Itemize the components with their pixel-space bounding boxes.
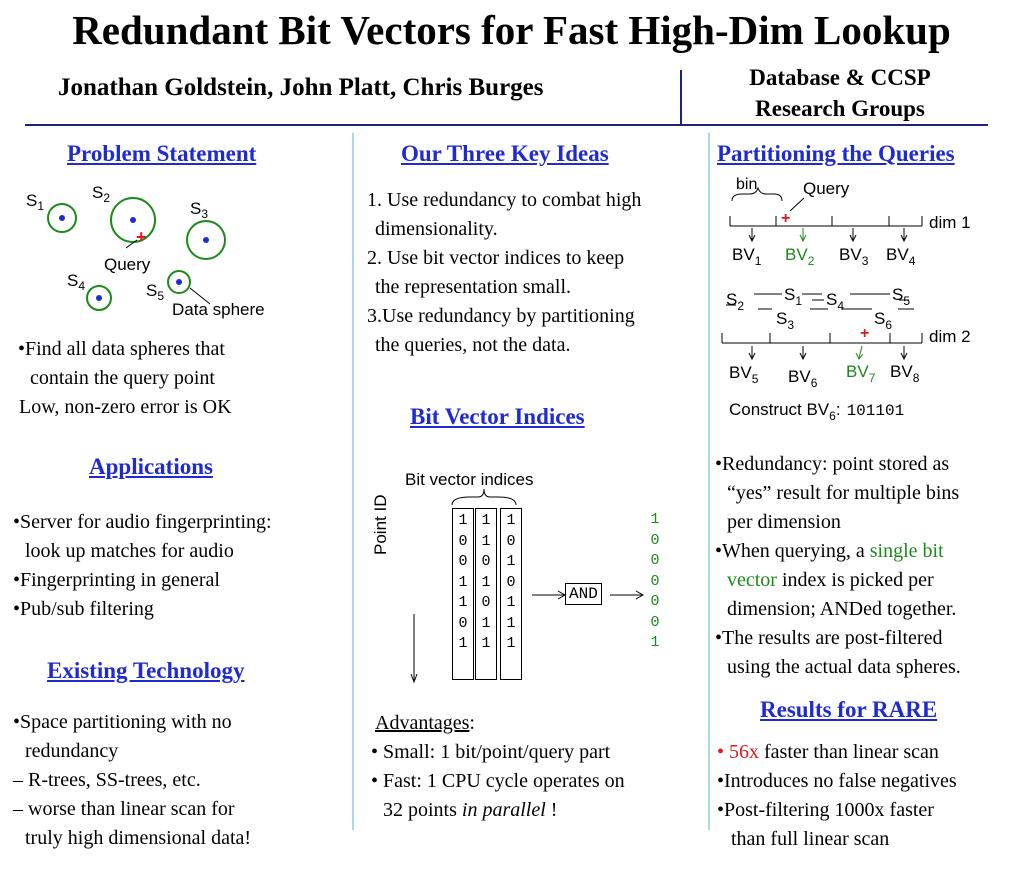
- point-id-arrow: [405, 612, 425, 684]
- results-line-1: • 56x faster than linear scan: [717, 741, 939, 763]
- s4-label: $S_4$: [826, 290, 845, 313]
- existing-line-2: redundancy: [25, 740, 119, 762]
- bit-vector-column-1: 1 0 0 1 1 0 1: [452, 508, 474, 680]
- bv1-label: $BV_1$: [732, 245, 762, 268]
- s6-label: $S_6$: [874, 309, 893, 332]
- partition-bullet-3a: •The results are post-filtered: [715, 627, 943, 649]
- point-s5: [176, 279, 182, 285]
- partition-bullet-2a: •When querying, a single bit: [715, 540, 944, 562]
- s1-label: $S_1$: [784, 285, 803, 308]
- label-s3: $S_3$: [190, 199, 209, 221]
- header-divider: [680, 70, 682, 125]
- s3-label: $S_3$: [776, 309, 795, 332]
- bv2-label: $BV_2$: [785, 245, 815, 268]
- point-id-label: [371, 495, 391, 555]
- bit-vector-heading: Bit Vector Indices: [410, 404, 585, 429]
- and-result-column: 1 0 0 0 0 0 1: [650, 511, 660, 651]
- bit-vector-column-2: 1 1 0 1 0 1 1: [475, 508, 497, 680]
- query-label: Query: [803, 179, 850, 198]
- applications-line-2: look up matches for audio: [25, 540, 234, 562]
- bit-vector-brace: [440, 487, 530, 507]
- dim1-label: dim 1: [929, 213, 971, 232]
- column-separator-2: [708, 133, 710, 830]
- column-separator-1: [352, 133, 354, 830]
- existing-line-4: – worse than linear scan for: [13, 798, 235, 820]
- problem-bullet-line-1: •Find all data spheres that: [18, 338, 225, 360]
- advantage-line-1: • Small: 1 bit/point/query part: [371, 741, 611, 763]
- idea-line-2: dimensionality.: [375, 218, 498, 240]
- problem-bullet-line-2: contain the query point: [30, 367, 215, 389]
- partition-bullet-2b: vector index is picked per: [727, 569, 934, 591]
- poster-title: Redundant Bit Vectors for Fast High-Dim Lookup: [72, 7, 951, 53]
- point-s1: [59, 215, 65, 221]
- advantage-line-2: • Fast: 1 CPU cycle operates on: [371, 770, 625, 792]
- existing-line-5: truly high dimensional data!: [25, 827, 252, 849]
- idea-line-1: 1. Use redundancy to combat high: [367, 189, 642, 211]
- point-s4: [96, 295, 102, 301]
- point-s3: [203, 237, 209, 243]
- advantages-title: Advantages:: [375, 712, 475, 734]
- point-s2: [130, 217, 136, 223]
- construct-label: Construct $BV_6$: 101101: [729, 400, 905, 423]
- bit-vector-fig-label: Bit vector indices: [405, 470, 534, 489]
- label-s1: $S_1$: [26, 191, 45, 213]
- organization: [700, 62, 980, 124]
- partition-bullet-1c: per dimension: [727, 511, 841, 533]
- partition-bullet-3b: using the actual data spheres.: [727, 656, 961, 678]
- partition-figure: [712, 170, 1017, 425]
- key-ideas-heading: Our Three Key Ideas: [401, 141, 609, 166]
- bin-label: bin: [736, 176, 758, 193]
- partition-bullet-1b: “yes” result for multiple bins: [727, 482, 960, 504]
- idea-line-6: the queries, not the data.: [375, 334, 571, 356]
- bv6-label: $BV_6$: [788, 367, 818, 390]
- and-operator-box: AND: [565, 583, 602, 605]
- results-line-3: •Post-filtering 1000x faster: [717, 799, 934, 821]
- org-line-2: Research Groups: [755, 96, 925, 121]
- bv7-label: $BV_7$: [846, 362, 876, 385]
- bit-vector-column-3: 1 0 1 0 1 1 1: [500, 508, 522, 680]
- dim2-label: dim 2: [929, 327, 971, 346]
- applications-heading: Applications: [89, 454, 213, 479]
- dim1-query-marker: +: [781, 210, 791, 227]
- dim2-query-marker: +: [860, 325, 870, 342]
- idea-line-5: 3.Use redundancy by partitioning: [367, 305, 635, 327]
- s2-label: $S_2$: [726, 290, 745, 313]
- results-line-4: than full linear scan: [731, 828, 890, 850]
- problem-statement-heading: Problem Statement: [67, 141, 257, 166]
- header-rule: [25, 124, 988, 126]
- advantage-line-3: 32 points in parallel !: [383, 799, 558, 821]
- problem-line-3: Low, non-zero error is OK: [19, 396, 232, 418]
- existing-line-3: – R-trees, SS-trees, etc.: [13, 769, 201, 791]
- label-s2: $S_2$: [92, 183, 111, 205]
- partition-bullet-1a: •Redundancy: point stored as: [715, 453, 950, 475]
- data-sphere-figure: [0, 170, 350, 330]
- label-query: Query: [104, 255, 151, 274]
- point-id-text: Point ID: [371, 494, 390, 555]
- bv4-label: $BV_4$: [886, 245, 916, 268]
- results-line-2: •Introduces no false negatives: [717, 770, 957, 792]
- bv8-label: $BV_8$: [890, 362, 920, 385]
- partition-bullet-2c: dimension; ANDed together.: [727, 598, 957, 620]
- bv5-label: $BV_5$: [729, 363, 759, 386]
- idea-line-4: the representation small.: [375, 276, 572, 298]
- label-s5: $S_5$: [146, 281, 165, 303]
- label-s4: $S_4$: [67, 271, 86, 293]
- query-marker: +: [136, 227, 147, 247]
- label-data-sphere: Data sphere: [172, 300, 265, 319]
- s5-label: $S_5$: [892, 285, 911, 308]
- results-heading: Results for RARE: [760, 697, 938, 722]
- org-line-1: Database & CCSP: [749, 65, 931, 90]
- idea-line-3: 2. Use bit vector indices to keep: [367, 247, 625, 269]
- existing-line-1: •Space partitioning with no: [13, 711, 232, 733]
- applications-line-1: •Server for audio fingerprinting:: [13, 511, 272, 533]
- authors: Jonathan Goldstein, John Platt, Chris Burges: [58, 74, 544, 101]
- applications-line-3: •Fingerprinting in general: [13, 569, 220, 591]
- bv3-label: $BV_3$: [839, 245, 869, 268]
- existing-technology-heading: Existing Technology: [47, 658, 245, 683]
- partitioning-heading: Partitioning the Queries: [717, 141, 955, 166]
- applications-line-4: •Pub/sub filtering: [13, 598, 154, 620]
